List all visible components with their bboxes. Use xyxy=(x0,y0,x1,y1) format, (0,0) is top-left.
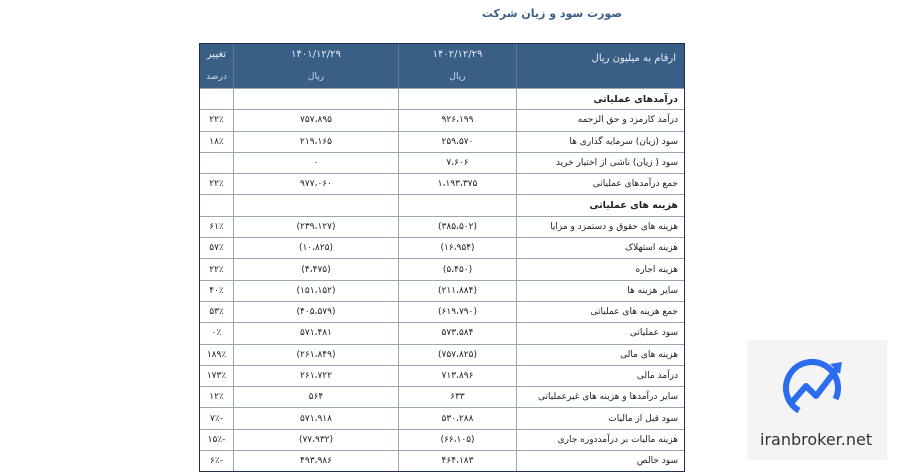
table-row xyxy=(200,407,684,428)
value-1402: (۷۵۷،۸۲۵) xyxy=(398,345,516,365)
header-description-label: ارقام به میلیون ریال xyxy=(591,53,676,64)
value-1401: ۴۹۳،۹۸۶ xyxy=(233,451,398,471)
value-1401: (۱۵۱،۱۵۲) xyxy=(233,281,398,301)
table-row xyxy=(200,216,684,237)
row-label: هزینه مالیات بر درآمددوره جاری xyxy=(516,430,684,450)
change-percent: ۱۷۳٪ xyxy=(206,371,227,381)
table-row xyxy=(200,301,684,322)
value-1402 xyxy=(398,195,516,215)
header-col-1401 xyxy=(233,44,398,88)
change-percent xyxy=(200,195,233,215)
table-row xyxy=(200,386,684,407)
value-1402: ۷،۶۰۶ xyxy=(398,153,516,173)
table-row xyxy=(200,237,684,258)
growth-chart-icon xyxy=(780,352,850,422)
change-percent: ۲۲٪ xyxy=(209,179,224,190)
change-percent xyxy=(200,153,233,173)
header-col-1402 xyxy=(398,44,516,88)
value-1401: ۹۷۷،۰۶۰ xyxy=(233,174,398,194)
value-1402: (۶۱۹،۷۹۰) xyxy=(398,302,516,322)
header-change-unit: درصد xyxy=(206,72,227,82)
value-1402: ۷۱۳،۸۹۶ xyxy=(398,366,516,386)
header-col-1402-unit: ریال xyxy=(449,72,466,82)
value-1401: ۵۶۴ xyxy=(233,387,398,407)
table-header xyxy=(200,44,684,88)
table-row xyxy=(200,131,684,152)
value-1402: ۲۵۹،۵۷۰ xyxy=(398,132,516,152)
value-1401: ۲۶۱،۷۲۲ xyxy=(233,366,398,386)
value-1402: ۱،۱۹۳،۳۷۵ xyxy=(398,174,516,194)
change-percent: ۰٪ xyxy=(211,328,222,339)
change-percent: ۲۲٪ xyxy=(209,264,224,275)
value-1402: (۵،۴۵۰) xyxy=(398,259,516,279)
change-percent: ۵۳٪ xyxy=(209,307,224,318)
table-row xyxy=(200,109,684,130)
value-1401: (۴،۴۷۵) xyxy=(233,259,398,279)
change-percent: ۴۰٪ xyxy=(209,285,224,296)
table-row xyxy=(200,258,684,279)
value-1401: (۲۶۱،۸۴۹) xyxy=(233,345,398,365)
row-label: درآمدهای عملیاتی xyxy=(516,89,684,109)
change-percent: ۱۲٪ xyxy=(209,392,224,403)
row-label: سایر هزینه ها xyxy=(516,281,684,301)
value-1402: (۲۱۱،۸۸۴) xyxy=(398,281,516,301)
row-label: سایر درآمدها و هزینه های غیرعملیاتی xyxy=(516,387,684,407)
value-1401: ۵۷۱،۹۱۸ xyxy=(233,408,398,428)
row-label: هزینه های مالی xyxy=(516,345,684,365)
change-percent: -۱۵٪ xyxy=(207,434,226,445)
value-1402: ۹۲۶،۱۹۹ xyxy=(398,110,516,130)
value-1402: ۶۳۳ xyxy=(398,387,516,407)
table-body xyxy=(200,88,684,471)
row-label: درآمد کارمزد و حق الزحمه xyxy=(516,110,684,130)
row-label: سود خالص xyxy=(516,451,684,471)
row-label: جمع هزینه های عملیاتی xyxy=(516,302,684,322)
change-percent: ۵۷٪ xyxy=(209,243,224,254)
value-1401 xyxy=(233,195,398,215)
table-row xyxy=(200,322,684,343)
value-1401: ۵۷۱،۴۸۱ xyxy=(233,323,398,343)
row-label: جمع درآمدهای عملیاتی xyxy=(516,174,684,194)
section-row xyxy=(200,88,684,109)
change-percent: ۱۸۹٪ xyxy=(206,349,227,360)
row-label: سود (زیان) سرمایه گذاری ها xyxy=(516,132,684,152)
table-row xyxy=(200,280,684,301)
value-1401: (۴۰۵،۵۷۹) xyxy=(233,302,398,322)
value-1402: ۵۳۰،۲۸۸ xyxy=(398,408,516,428)
value-1402: ۴۶۴،۱۸۳ xyxy=(398,451,516,471)
change-percent: ۲۲٪ xyxy=(209,115,224,126)
header-description xyxy=(516,44,684,88)
change-percent: ۱۸٪ xyxy=(209,136,224,147)
value-1401: ۷۵۷،۸۹۵ xyxy=(233,110,398,130)
row-label: هزینه اجاره xyxy=(516,259,684,279)
value-1401: (۱۰،۸۲۵) xyxy=(233,238,398,258)
table-row xyxy=(200,365,684,386)
value-1401: (۷۷،۹۳۲) xyxy=(233,430,398,450)
row-label: سود ( زیان) ناشی از اختیار خرید xyxy=(516,153,684,173)
value-1401: (۲۳۹،۱۲۷) xyxy=(233,217,398,237)
table-row xyxy=(200,450,684,471)
value-1401: ۰ xyxy=(233,153,398,173)
header-col-1401-date: ۱۴۰۱/۱۲/۲۹ xyxy=(291,49,341,60)
value-1402: (۱۶،۹۵۴) xyxy=(398,238,516,258)
value-1402: (۶۶،۱۰۵) xyxy=(398,430,516,450)
value-1401: ۲۱۹،۱۶۵ xyxy=(233,132,398,152)
table-row xyxy=(200,152,684,173)
header-change-label: تغییر xyxy=(206,49,227,60)
header-change xyxy=(200,44,233,88)
section-row xyxy=(200,194,684,215)
brand-name: iranbroker.net xyxy=(760,430,873,449)
change-percent: -۶٪ xyxy=(210,456,223,467)
change-percent xyxy=(200,89,233,109)
table-row xyxy=(200,429,684,450)
change-percent: ۶۱٪ xyxy=(209,221,224,232)
value-1402: ۵۷۳،۵۸۴ xyxy=(398,323,516,343)
row-label: هزینه استهلاک xyxy=(516,238,684,258)
income-statement-table xyxy=(199,43,685,472)
value-1402 xyxy=(398,89,516,109)
header-col-1401-unit: ریال xyxy=(307,72,325,82)
value-1401 xyxy=(233,89,398,109)
row-label: هزینه های حقوق و دستمزد و مزایا xyxy=(516,217,684,237)
table-row xyxy=(200,344,684,365)
table-row xyxy=(200,173,684,194)
row-label: هزینه های عملیاتی xyxy=(516,195,684,215)
row-label: درآمد مالی xyxy=(516,366,684,386)
header-col-1402-date: ۱۴۰۲/۱۲/۲۹ xyxy=(432,49,483,60)
row-label: سود عملیاتی xyxy=(516,323,684,343)
change-percent: -۷٪ xyxy=(210,413,223,424)
page-title: صورت سود و زیان شرکت xyxy=(481,7,622,20)
row-label: سود قبل از مالیات xyxy=(516,408,684,428)
value-1402: (۳۸۵،۵۰۲) xyxy=(398,217,516,237)
